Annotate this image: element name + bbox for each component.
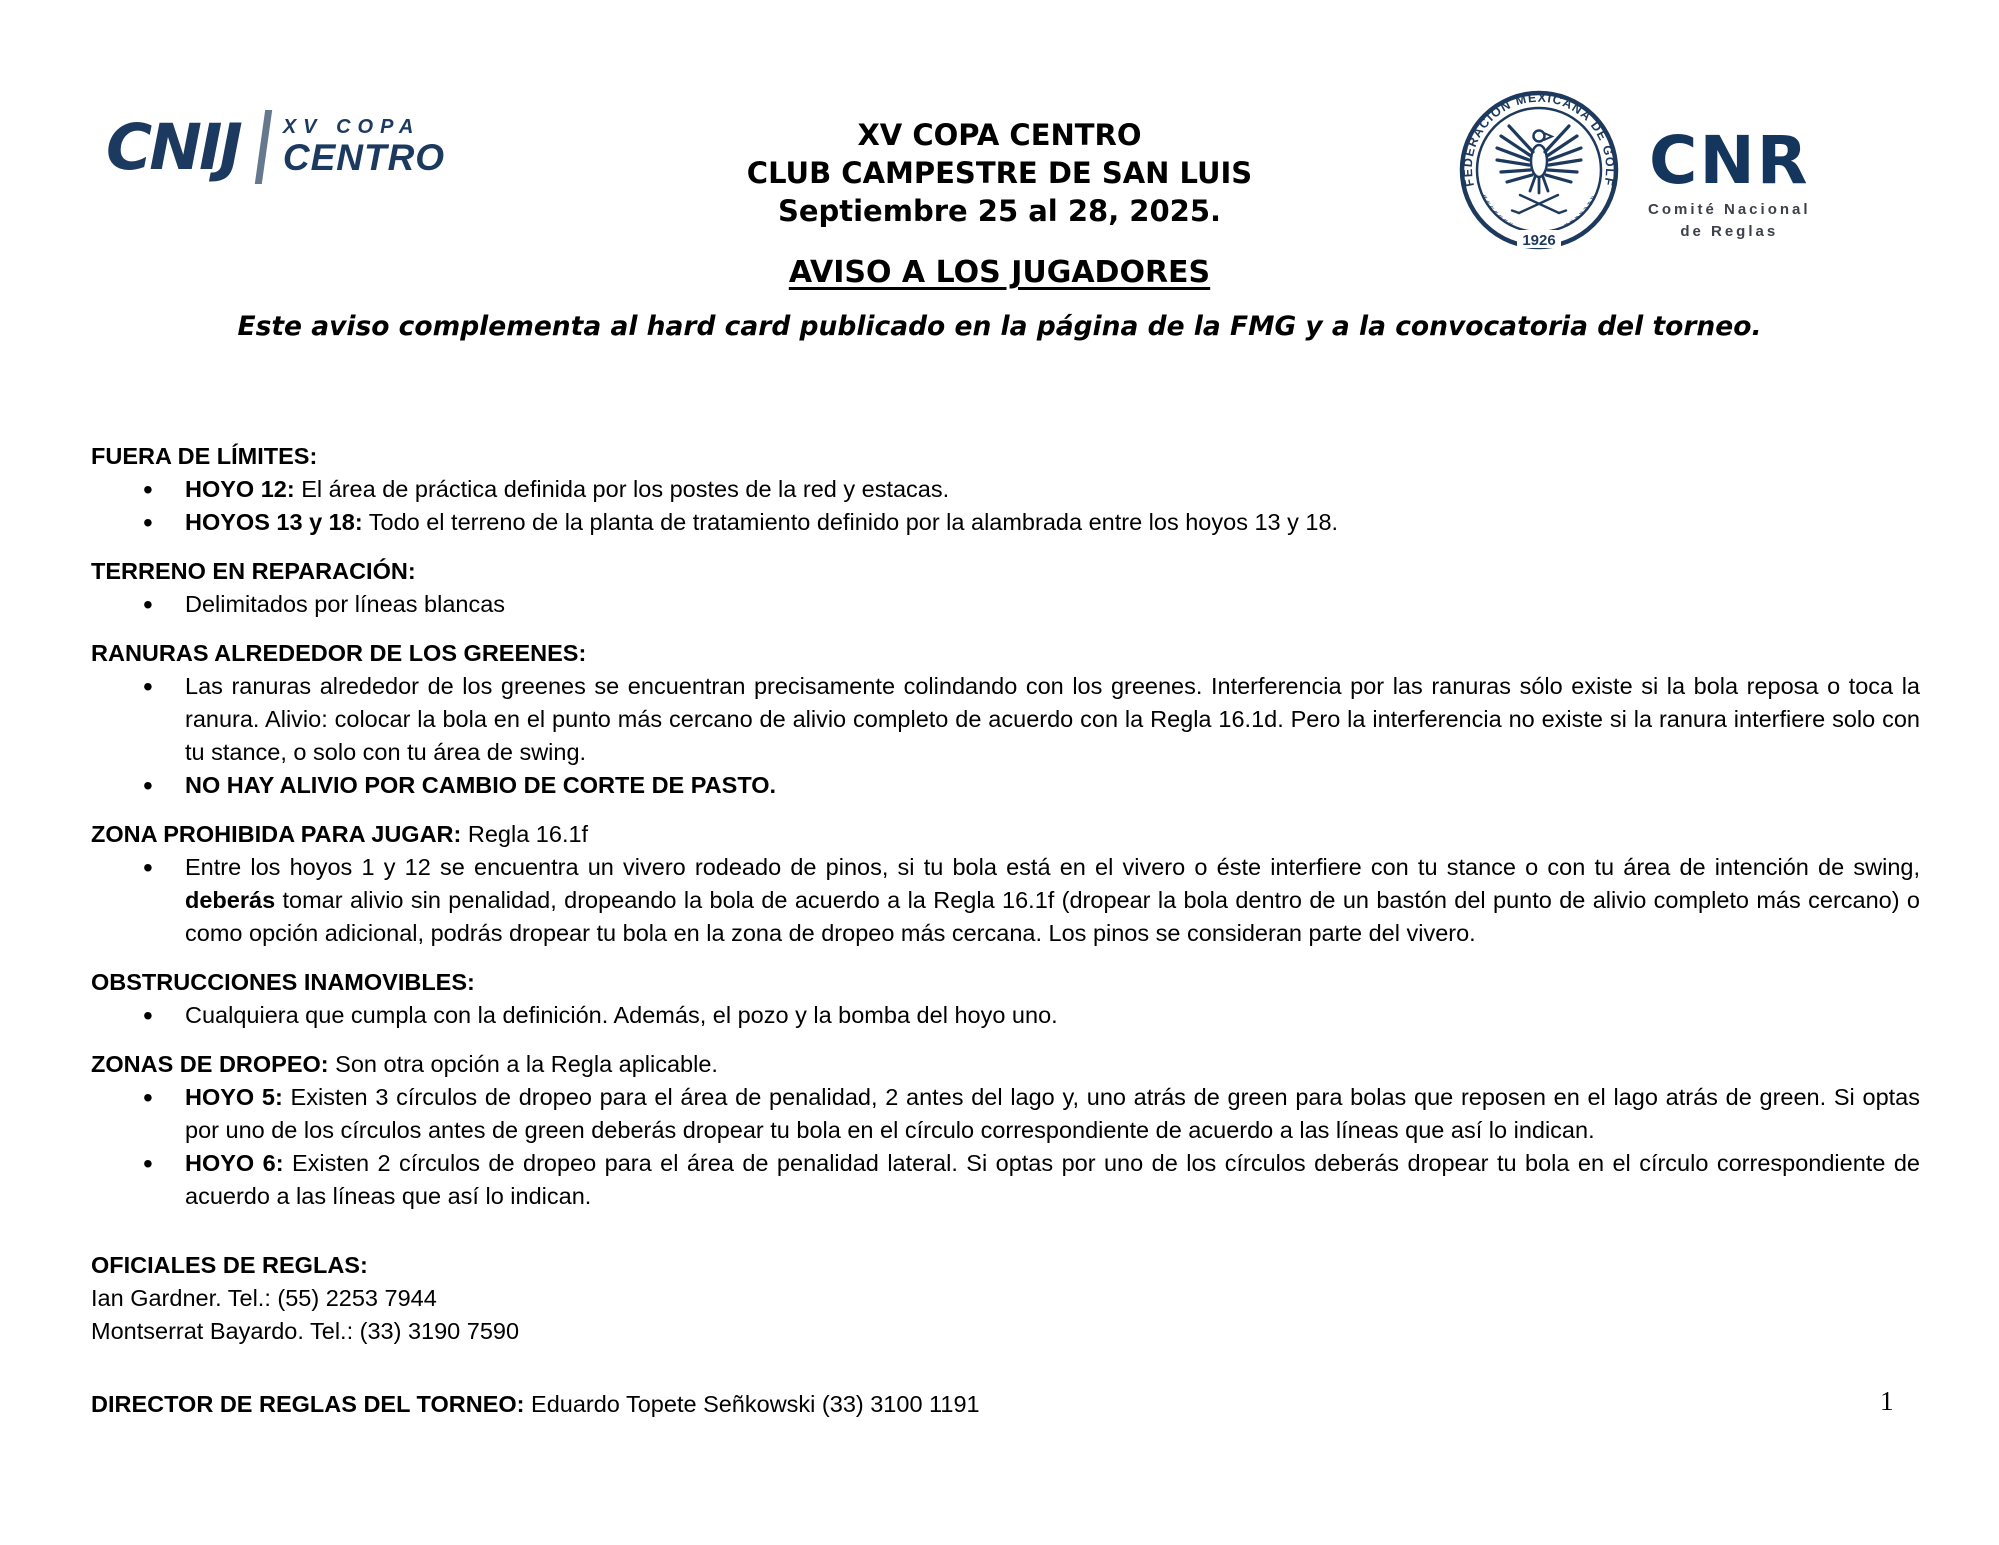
bold-run: FUERA DE LÍMITES:	[91, 443, 318, 469]
section-heading-director-de-reglas	[91, 1388, 1920, 1421]
bullet-item	[91, 769, 1920, 802]
seal-outer-ring	[1460, 90, 1618, 247]
notice-title: AVISO A LOS JUGADORES	[788, 255, 1211, 290]
bullet-item	[91, 670, 1920, 769]
section-heading-fuera-de-limites	[91, 440, 1920, 473]
bullet-list-terreno-en-reparacion	[91, 588, 1920, 621]
cnr-logo-text: CNR	[1649, 122, 1810, 199]
bullet-list-zonas-de-dropeo	[91, 1081, 1920, 1213]
section-terreno-en-reparacion	[91, 555, 1920, 621]
section-zona-prohibida-para-jugar	[91, 818, 1920, 950]
section-ranuras-alrededor-de-los-greenes	[91, 637, 1920, 802]
tournament-title-line3: Septiembre 25 al 28, 2025.	[777, 194, 1222, 228]
bullet-item	[91, 506, 1920, 539]
section-heading-obstrucciones-inamovibles	[91, 966, 1920, 999]
cnij-copa-centro-logo	[106, 110, 445, 184]
section-obstrucciones-inamovibles	[91, 966, 1920, 1032]
text-run: El área de práctica definida por los postes de la red y estacas.	[294, 476, 950, 502]
section-heading-zonas-de-dropeo	[91, 1048, 1920, 1081]
bold-run: HOYOS 13 y 18:	[185, 509, 363, 535]
bullet-item	[91, 1147, 1920, 1213]
bold-run: OBSTRUCCIONES INAMOVIBLES:	[91, 969, 475, 995]
text-run: Todo el terreno de la planta de tratamiento definido por la alambrada entre los hoyos 13 y 18.	[362, 509, 1339, 535]
logo-subtitle-stack	[283, 116, 445, 178]
cnr-subtitle	[1648, 199, 1811, 243]
section-oficiales-de-reglas	[91, 1249, 1920, 1348]
bullet-list-zona-prohibida-para-jugar	[91, 851, 1920, 950]
seal-ring-text: FEDERACIÓN MEXICANA DE GOLF	[1460, 90, 1618, 188]
document-header	[0, 0, 1999, 250]
section-director-de-reglas	[91, 1388, 1920, 1421]
tournament-title-block	[747, 116, 1252, 230]
cnr-subtitle-line2: de Reglas	[1680, 223, 1779, 240]
text-run: Las ranuras alrededor de los greenes se encuentran precisamente colindando con los greenes. Interferencia por las ranuras sólo existe si la bola reposa o toca la ranura. Alivio: colocar la bola en el punto más cercano de alivio completo de acuerdo con la Regla 16.1d. Pero la interferencia no existe si la ranura interfiere solo con tu stance, o solo con tu área de swing.	[185, 673, 1920, 765]
cnr-subtitle-line1: Comité Nacional	[1648, 201, 1811, 218]
text-run: Eduardo Topete Señkowski (33) 3100 1191	[524, 1391, 980, 1417]
seal-side-ornament-right: »»»»»»»	[1562, 192, 1600, 231]
section-heading-oficiales-de-reglas	[91, 1249, 1920, 1282]
bullet-item	[91, 999, 1920, 1032]
fmg-federation-seal-icon	[1458, 88, 1620, 252]
bullet-list-fuera-de-limites	[91, 473, 1920, 539]
cnij-logo-text: CNIJ	[106, 110, 240, 184]
bold-run: deberás	[185, 887, 276, 913]
logo-separator-bar	[255, 110, 272, 184]
page-number: 1	[1880, 1386, 1894, 1416]
seal-year: 1926	[1522, 232, 1556, 249]
bullet-item	[91, 851, 1920, 950]
seal-side-ornament-left: «««««««	[1478, 192, 1516, 231]
bold-run: ZONA PROHIBIDA PARA JUGAR:	[91, 821, 462, 847]
bold-run: NO HAY ALIVIO POR CAMBIO DE CORTE DE PASTO.	[185, 772, 777, 798]
bold-run: OFICIALES DE REGLAS:	[91, 1252, 368, 1278]
tournament-title-line1: XV COPA CENTRO	[857, 118, 1142, 152]
text-run: Delimitados por líneas blancas	[185, 591, 506, 617]
section-heading-zona-prohibida-para-jugar	[91, 818, 1920, 851]
text-run: tomar alivio sin penalidad, dropeando la bola de acuerdo a la Regla 16.1f (dropear la bola dentro de un bastón del punto de alivio completo más cercano) o como opción adicional, podrás dropear tu bola en la zona de dropeo más cercana. Los pinos se consideran parte del vivero.	[185, 887, 1920, 946]
text-run: Regla 16.1f	[461, 821, 589, 847]
section-heading-ranuras-alrededor-de-los-greenes	[91, 637, 1920, 670]
bold-run: TERRENO EN REPARACIÓN:	[91, 558, 416, 584]
contact-line: Montserrat Bayardo. Tel.: (33) 3190 7590	[91, 1318, 520, 1344]
contact-line: Ian Gardner. Tel.: (55) 2253 7944	[91, 1285, 437, 1311]
text-run: Entre los hoyos 1 y 12 se encuentra un vivero rodeado de pinos, si tu bola está en el vivero o éste interfiere con tu stance o con tu área de intención de swing,	[185, 854, 1920, 880]
bold-run: DIRECTOR DE REGLAS DEL TORNEO:	[91, 1391, 525, 1417]
bullet-item	[91, 1081, 1920, 1147]
text-run: Existen 3 círculos de dropeo para el área de penalidad, 2 antes del lago y, uno atrás de green para bolas que reposen en el lago atrás de green. Si optas por uno de los círculos antes de green deberás dropear tu bola en el círculo correspondiente de acuerdo a las líneas que así lo indican.	[185, 1084, 1920, 1143]
bold-run: HOYO 12:	[185, 476, 295, 502]
tournament-title-line2: CLUB CAMPESTRE DE SAN LUIS	[746, 156, 1253, 190]
text-run: Son otra opción a la Regla aplicable.	[328, 1051, 718, 1077]
bold-run: HOYO 5:	[185, 1084, 283, 1110]
text-run: Existen 2 círculos de dropeo para el área de penalidad lateral. Si optas por uno de los círculos deberás dropear tu bola en el círculo correspondiente de acuerdo a las líneas que así lo indican.	[185, 1150, 1920, 1209]
section-fuera-de-limites	[91, 440, 1920, 539]
bullet-item	[91, 473, 1920, 506]
intro-note: Este aviso complementa al hard card publicado en la página de la FMG y a la convocatoria del torneo.	[237, 311, 1762, 342]
sections	[91, 440, 1920, 1421]
bold-run: RANURAS ALREDEDOR DE LOS GREENES:	[91, 640, 587, 666]
bullet-list-obstrucciones-inamovibles	[91, 999, 1920, 1032]
bullet-item	[91, 588, 1920, 621]
logo-subtitle-bottom: CENTRO	[282, 137, 446, 178]
bullet-list-ranuras-alrededor-de-los-greenes	[91, 670, 1920, 802]
section-zonas-de-dropeo	[91, 1048, 1920, 1213]
section-heading-terreno-en-reparacion	[91, 555, 1920, 588]
cnr-logo	[1648, 122, 1811, 243]
bold-run: ZONAS DE DROPEO:	[91, 1051, 329, 1077]
text-run: Cualquiera que cumpla con la definición. Además, el pozo y la bomba del hoyo uno.	[185, 1002, 1058, 1028]
logo-subtitle-top: XV COPA	[282, 116, 421, 138]
bold-run: HOYO 6:	[185, 1150, 284, 1176]
